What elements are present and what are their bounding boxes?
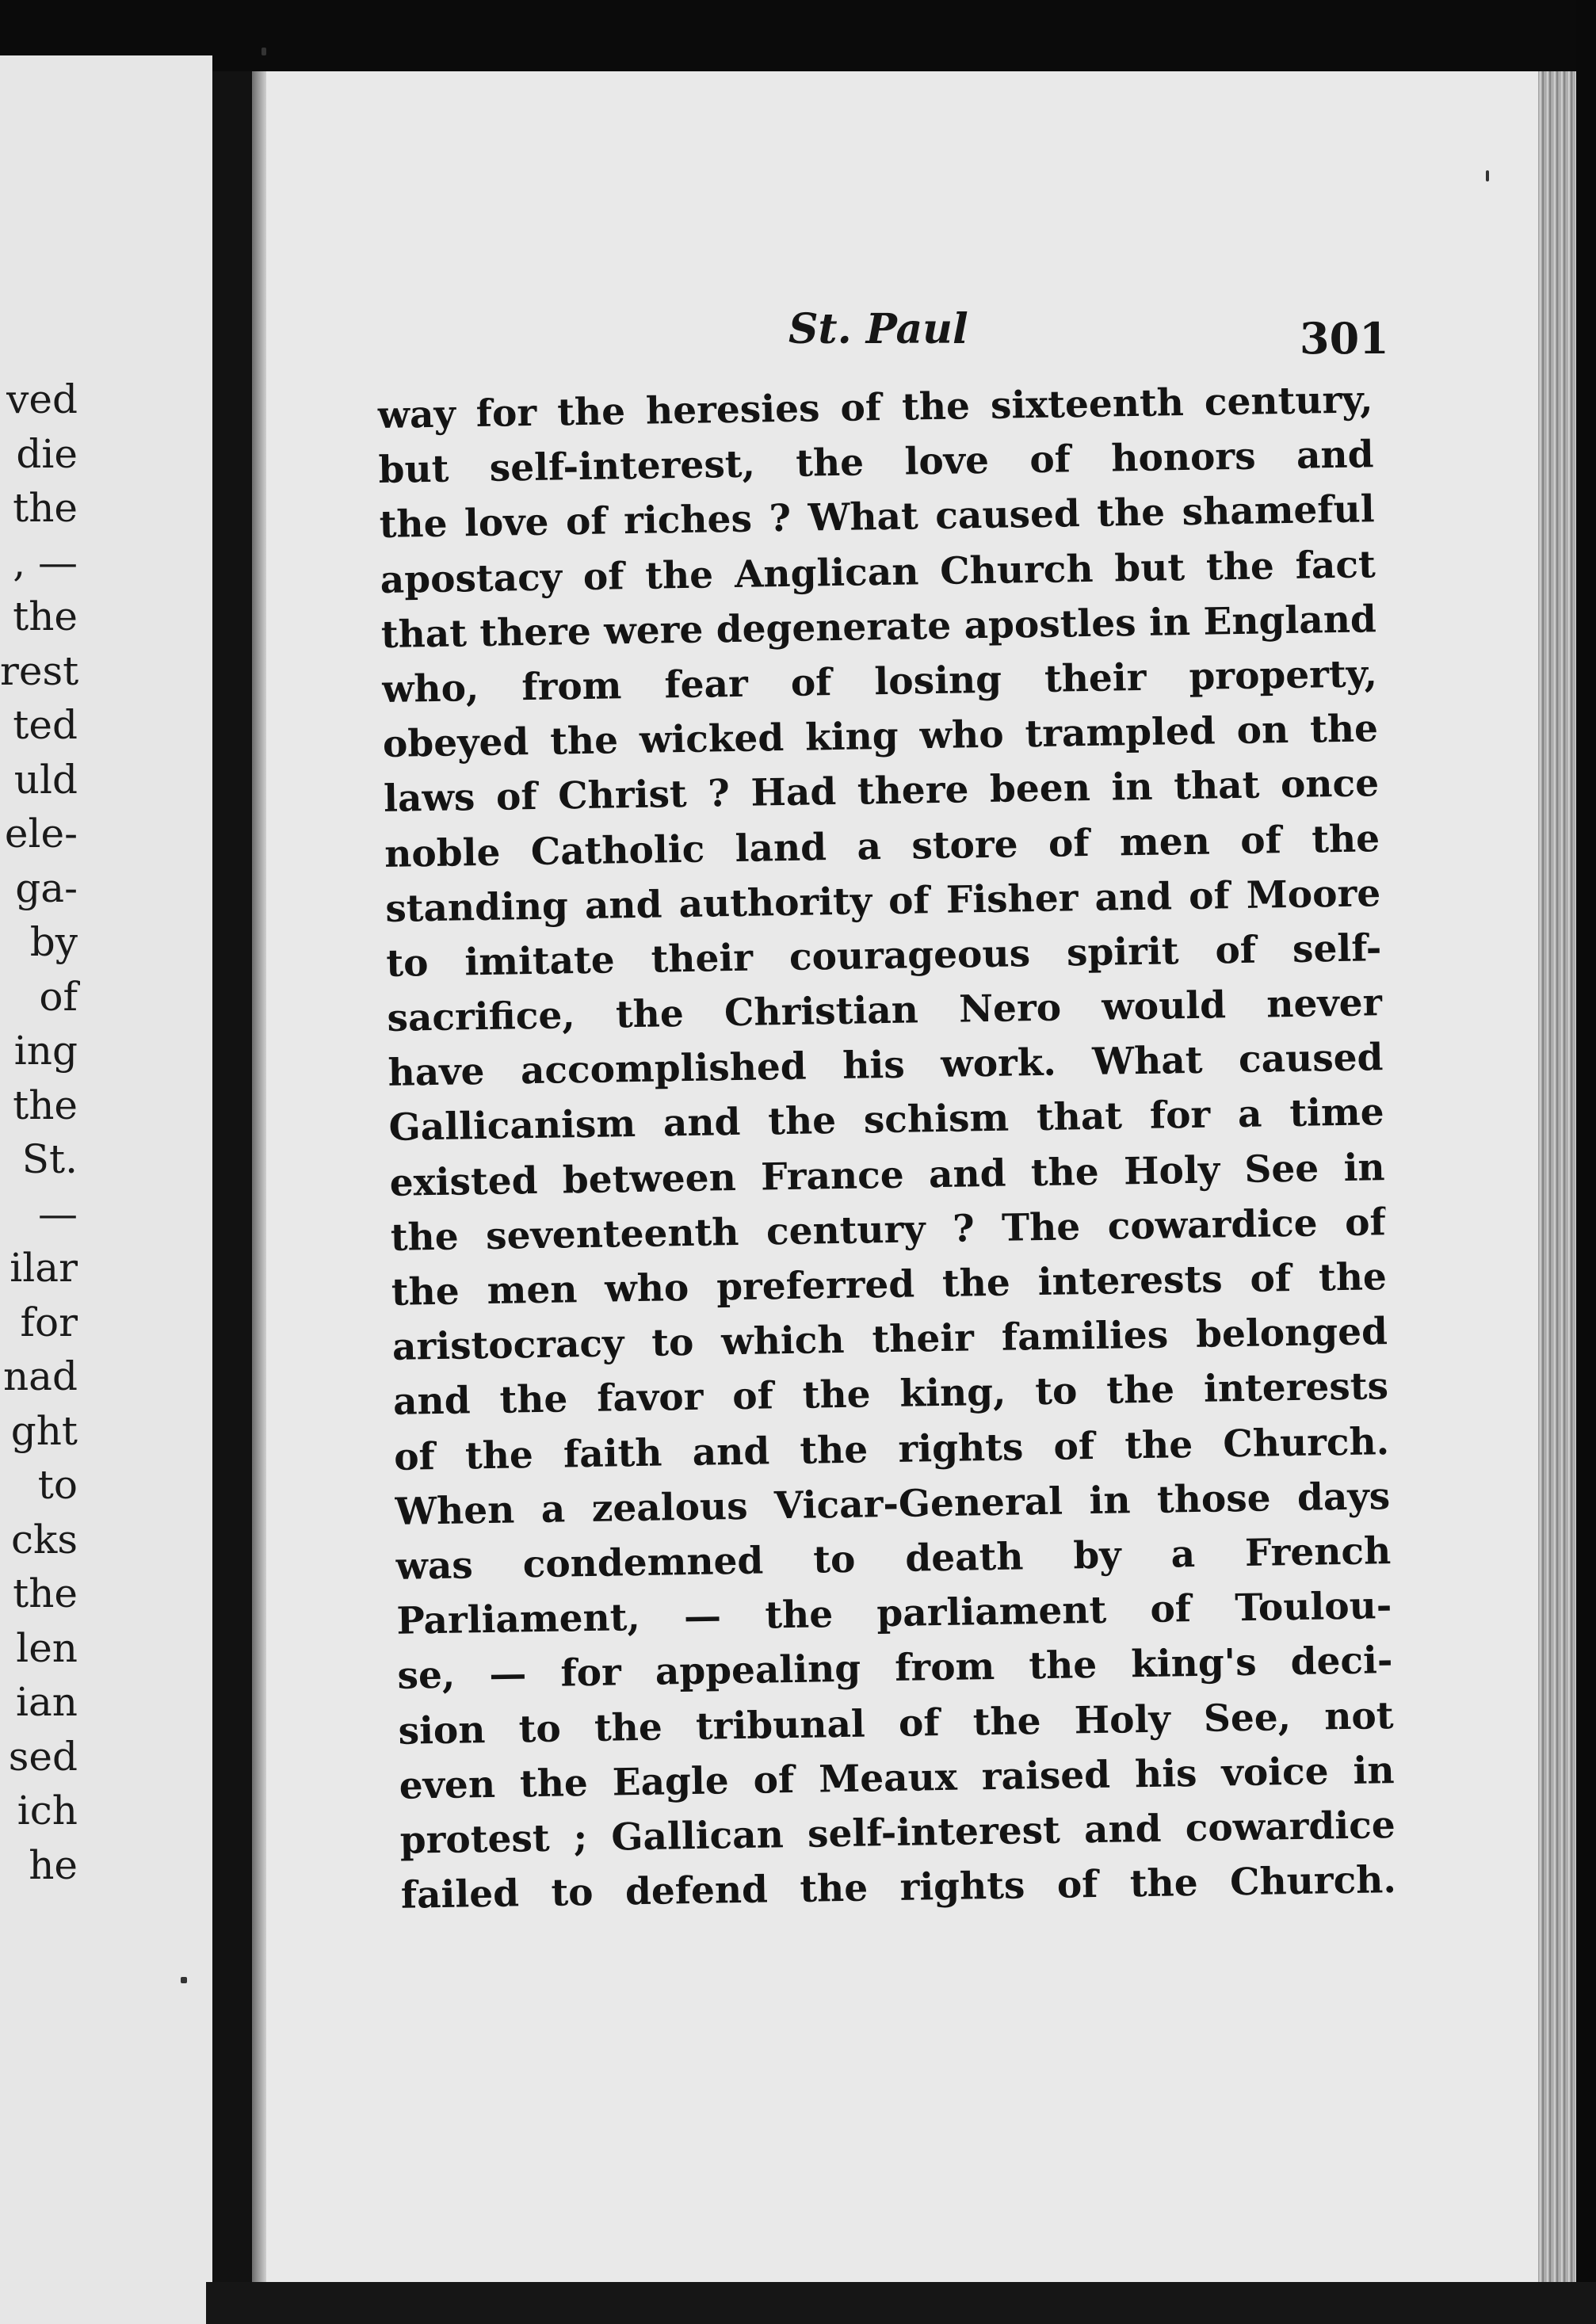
text-line: sacrifice, the Christian Nero would never xyxy=(387,981,1383,1040)
body-text xyxy=(377,372,1396,1923)
left-line-fragment: sed xyxy=(8,1733,78,1780)
left-line-fragment: for xyxy=(20,1299,78,1345)
left-page-line-endings xyxy=(0,372,78,1892)
text-line: that there were degenerate apostles in England xyxy=(380,597,1377,657)
left-page-fragment xyxy=(0,55,212,2324)
book-gutter xyxy=(212,71,252,2324)
text-line: was condemned to death by a French xyxy=(395,1529,1392,1589)
text-line: the love of riches ? What caused the shameful xyxy=(379,487,1375,548)
text-line: to imitate their courageous spirit of self- xyxy=(385,926,1382,986)
left-line-fragment: ing xyxy=(13,1028,78,1074)
left-line-fragment: ved xyxy=(6,376,78,422)
left-line-fragment: ian xyxy=(15,1679,78,1725)
text-line: and the favor of the king, to the interests xyxy=(392,1364,1389,1425)
page-edges xyxy=(1538,71,1576,2324)
text-line: but self-interest, the love of honors and xyxy=(378,433,1374,493)
text-line: When a zealous Vicar-General in those days xyxy=(394,1474,1391,1534)
text-line: protest ; Gallican self-interest and cowardice xyxy=(399,1803,1396,1863)
page-number: 301 xyxy=(1300,313,1389,364)
text-line: sion to the tribunal of the Holy See, not xyxy=(398,1693,1394,1753)
left-line-fragment: he xyxy=(29,1841,78,1888)
left-line-fragment: ele- xyxy=(4,811,78,857)
scan-speck xyxy=(181,1977,187,1983)
left-line-fragment: the xyxy=(13,1570,78,1616)
left-line-fragment: die xyxy=(16,430,78,477)
text-line: the men who preferred the interests of the xyxy=(391,1255,1388,1315)
text-line: even the Eagle of Meaux raised his voice in xyxy=(399,1748,1395,1808)
left-line-fragment: the xyxy=(13,485,78,531)
left-line-fragment: the xyxy=(13,1082,78,1128)
left-line-fragment: ilar xyxy=(10,1245,78,1291)
running-head: St. Paul xyxy=(788,305,968,353)
scan-top-border xyxy=(0,0,1596,71)
left-line-fragment: to xyxy=(37,1462,78,1508)
left-line-fragment: cks xyxy=(11,1516,78,1563)
text-line: of the faith and the rights of the Church. xyxy=(393,1419,1390,1479)
scan-speck xyxy=(262,48,266,55)
left-line-fragment: ich xyxy=(17,1788,78,1834)
left-line-fragment: ted xyxy=(13,702,78,748)
left-line-fragment: , — xyxy=(13,539,78,586)
left-line-fragment: nad xyxy=(2,1353,78,1399)
text-line: se, — for appealing from the king's deci- xyxy=(397,1639,1393,1699)
left-line-fragment: — xyxy=(38,1190,78,1237)
left-line-fragment: len xyxy=(16,1624,78,1671)
left-line-fragment: the xyxy=(13,593,78,639)
text-line: standing and authority of Fisher and of Moore xyxy=(384,871,1381,931)
text-line: obeyed the wicked king who trampled on the xyxy=(382,707,1379,767)
text-line: way for the heresies of the sixteenth century, xyxy=(377,378,1373,437)
text-line: existed between France and the Holy See in xyxy=(389,1145,1386,1205)
text-line: Parliament, — the parliament of Toulou- xyxy=(396,1584,1392,1643)
left-line-fragment: ga- xyxy=(15,864,78,911)
gutter-shadow xyxy=(252,71,266,2324)
text-line: have accomplished his work. What caused xyxy=(388,1036,1384,1096)
text-line: failed to defend the rights of the Church. xyxy=(400,1858,1397,1918)
text-line: aristocracy to which their families belonged xyxy=(391,1310,1388,1370)
scan-bottom-border xyxy=(206,2282,1596,2324)
text-line: noble Catholic land a store of men of the xyxy=(384,816,1380,876)
text-line: Gallicanism and the schism that for a time xyxy=(388,1090,1384,1151)
text-line: laws of Christ ? Had there been in that once xyxy=(383,761,1380,822)
left-line-fragment: rest xyxy=(0,647,79,694)
text-line: the seventeenth century ? The cowardice of xyxy=(390,1200,1387,1260)
left-line-fragment: St. xyxy=(21,1136,78,1182)
left-line-fragment: by xyxy=(29,919,78,965)
left-line-fragment: uld xyxy=(13,756,78,803)
left-line-fragment: ght xyxy=(10,1407,78,1454)
scan-right-border xyxy=(1576,0,1596,2324)
text-line: apostacy of the Anglican Church but the fact xyxy=(380,542,1376,602)
left-line-fragment: of xyxy=(39,973,78,1020)
scan-speck xyxy=(1486,170,1489,181)
text-line: who, from fear of losing their property, xyxy=(381,652,1378,712)
